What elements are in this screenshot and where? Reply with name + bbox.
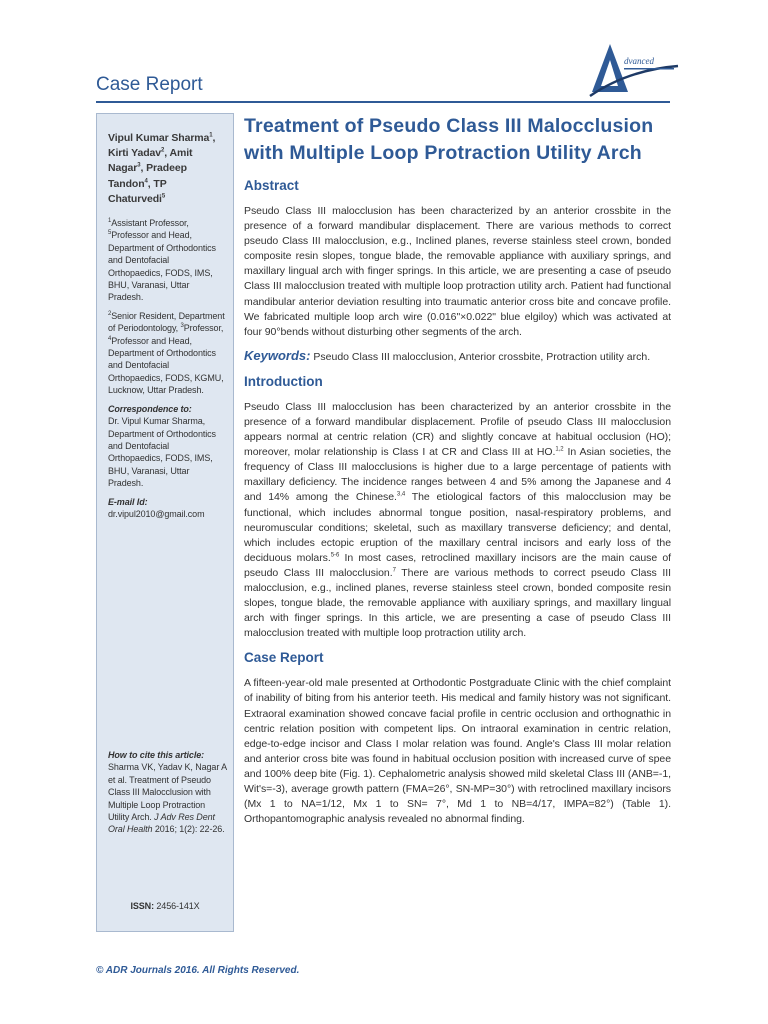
case-report-heading: Case Report (244, 650, 324, 666)
author-list: Vipul Kumar Sharma$^1$, Kirti Yadav$^2$, Amit Nagar$^3$, Pradeep Tandon$^4$, TP Chaturvedi$^5$ (108, 132, 216, 205)
author-sidebar (96, 113, 234, 932)
correspondence (108, 403, 225, 490)
introduction-heading: Introduction (244, 373, 323, 389)
affiliation-2: $^2$Senior Resident, Department of Periodontology, $^3$Professor, $^4$Professor and Head, Department of Orthodontics and Dentofacial Orthopaedics, FODS, KGMU, Lucknow, Uttar Pradesh. (108, 310, 225, 396)
citation-block (108, 749, 227, 836)
correspondence-text: Dr. Vipul Kumar Sharma, Department of Orthodontics and Dentofacial Orthopaedics, FODS, IMS, BHU, Varanasi, Uttar Pradesh. (108, 416, 216, 489)
abstract-text: Pseudo Class III malocclusion has been characterized by an anterior crossbite in the presence of a forward mandibular displacement. There are various methods to correct pseudo Class III malocclusion, e.g., Inclined planes, reverse stainless steel crown, bonded composite resin slopes, tongue blade, the removable appliance with auxiliary springs, and maxillary lingual arch with finger springs. In this article, we are presenting a case of pseudo Class III malocclusion treated with multiple loop protraction utility arch. Patient had functional mandibular anterior deviation resulting into traumatic anterior cross bite and concave profile. We fabricated multiple loop arch wire (0.016"×0.022" blue elgiloy) which was activated at four 90°bends without disturbing other segments of the arch. (244, 205, 671, 338)
keywords-text: Pseudo Class III malocclusion, Anterior crossbite, Protraction utility arch. (313, 350, 651, 363)
email-label: E-mail Id: (108, 496, 148, 507)
correspondence-label: Correspondence to: (108, 403, 192, 414)
affiliation-1: $^1$Assistant Professor, $^5$Professor and Head, Department of Orthodontics and Dentofacial Orthopaedics, FODS, IMS, BHU, Varanasi, Uttar Pradesh. (108, 218, 216, 303)
email-address[interactable]: dr.vipul2010@gmail.com (108, 508, 205, 519)
header-rule (96, 101, 670, 103)
email-block (108, 496, 225, 521)
citation-label: How to cite this article: (108, 750, 205, 760)
journal-logo (588, 40, 680, 100)
article-title: Treatment of Pseudo Class III Malocclusion with Multiple Loop Protraction Utility Arch (244, 115, 654, 164)
article-body (244, 113, 671, 835)
logo-text: dvanced (624, 56, 654, 66)
case-report-text: A fifteen-year-old male presented at Orthodontic Postgraduate Clinic with the chief complaint of inability of biting from his anterior teeth. His medical and family history was not significant. Extraoral examination showed concave facial profile in centric occlusion and orthognathic in centric relation position with competent lips. On intraoral examination in centric relation, edge-to-edge incisor and Class I molar relation was found. Angle's Class III molar relation and anterior cross bite was found in habitual occlusion position with increased curve of spee and 100% deep bite (Fig. 1). Cephalometric analysis showed mild skeletal Class III (ANB=-1, Wit's=-3), average growth pattern (FMA=26°, SN-MP=30°) with retroclined maxillary incisors (Mx 1 to NA=1/12, Mx 1 to SN= 7°, Md 1 to NB=4/17, IMPA=82°) (Table 1). Orthopantomographic analysis revealed no abnormal finding. (244, 677, 671, 826)
abstract-heading: Abstract (244, 178, 299, 193)
citation-text: Sharma VK, Yadav K, Nagar A et al. Treatment of Pseudo Class III Malocclusion with Multiple Loop Protraction Utility Arch. J Adv Res Dent Oral Health 2016; 1(2): 22-26. (108, 762, 227, 835)
case-report-label: Case Report (96, 74, 203, 95)
keywords (244, 348, 671, 365)
introduction-text: Pseudo Class III malocclusion has been characterized by an anterior crossbite in the presence of a forward mandibular displacement. Profile of pseudo Class III malocclusion appears normal at centric relation (CR) and slightly concave at habitual occlusion (HO); moreover, molar relationship is Class I at CR and Class III at HO.$^{1,2}$ In Asian societies, the frequency of Class III malocclusions is higher due to a large percentage of patients with maxillary deficiency. The incidence ranges between 4 and 5% among the Japanese and 4 and 14% among the Chinese.$^{3,4}$ The etiological factors of this malocclusion may be functional, which includes abnormal tongue position, nasal-respiratory problems, and neuromuscular conditions; skeletal, such as maxillary transverse deficiency; and dental, which includes ectopic eruption of the maxillary central incisors and early loss of the deciduous molars.$^{5-6}$ In most cases, retroclined maxillary incisors are the main cause of pseudo Class III malocclusion.$^7$ There are various methods to correct pseudo Class III malocclusion, e.g., inclined planes, reverse stainless steel crown, bonded composite resin slopes, tongue blade, the removable appliance with auxiliary springs, and maxillary lingual arch with finger springs. In this article, we are presenting a case of pseudo Class III malocclusion treated with multiple loop protraction utility arch. (244, 400, 672, 640)
issn-label: ISSN: (130, 901, 154, 911)
keywords-label: Keywords: (244, 347, 311, 363)
copyright-footer: © ADR Journals 2016. All Rights Reserved. (96, 965, 300, 976)
issn (97, 900, 233, 912)
issn-value: 2456-141X (156, 901, 200, 911)
